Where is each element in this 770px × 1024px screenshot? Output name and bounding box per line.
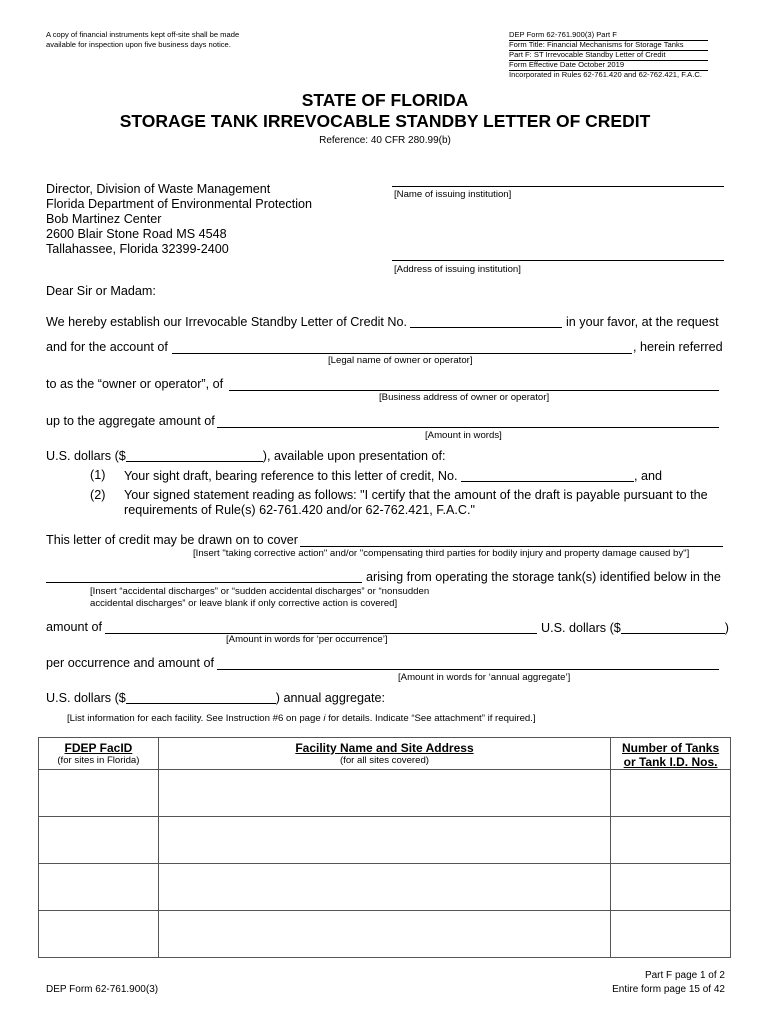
discharge-insert-hint-1: [Insert “accidental discharges” or “sudden accidental discharges” or “nonsudden <box>90 586 430 597</box>
discharge-type-field[interactable] <box>46 582 362 583</box>
form-info-line-1: DEP Form 62-761.900(3) Part F <box>509 30 708 41</box>
address-line-2: Florida Department of Environmental Protection <box>46 197 312 211</box>
annual-label: ) annual aggregate: <box>275 691 386 705</box>
tanks-cell[interactable] <box>611 911 731 958</box>
facid-cell[interactable] <box>39 864 159 911</box>
facility-subtitle: (for all sites covered) <box>339 755 429 766</box>
owner-address-field[interactable] <box>229 390 719 391</box>
item1-line <box>124 468 662 483</box>
establish-label: We hereby establish our Irrevocable Standby Letter of Credit No. <box>46 315 407 329</box>
usd-per-occurrence-line <box>541 620 729 635</box>
usd-available-line <box>46 448 446 463</box>
tanks-cell[interactable] <box>611 770 731 817</box>
usd-annual-line <box>46 690 385 705</box>
list-info-prefix: [List information for each facility. See Instruction #6 on page <box>67 713 324 724</box>
facility-cell[interactable] <box>158 770 610 817</box>
coverage-type-field[interactable] <box>300 546 723 547</box>
owner-name-hint: [Legal name of owner or operator] <box>328 355 473 366</box>
form-info-line-4: Form Effective Date October 2019 <box>509 60 708 71</box>
address-line-5: Tallahassee, Florida 32399-2400 <box>46 242 229 256</box>
footer-form-number: DEP Form 62-761.900(3) <box>46 984 159 995</box>
address-line-1: Director, Division of Waste Management <box>46 182 271 196</box>
facility-cell[interactable] <box>158 911 610 958</box>
table-row <box>39 817 731 864</box>
facid-cell[interactable] <box>39 911 159 958</box>
list-info-page: i <box>323 713 326 724</box>
aggregate-label: up to the aggregate amount of <box>46 414 215 428</box>
available-label: ), available upon presentation of: <box>262 449 446 463</box>
form-info-line-2: Form Title: Financial Mechanisms for Storage Tanks <box>509 40 708 51</box>
per-occurrence-hint: [Amount in words for ‘per occurrence’] <box>226 634 388 645</box>
item1-number: (1) <box>90 468 106 482</box>
issuer-address-field[interactable] <box>392 260 724 261</box>
amount-of-label: amount of <box>46 620 103 634</box>
annual-aggregate-amount-field[interactable] <box>126 690 276 704</box>
facility-title: Facility Name and Site Address <box>295 741 474 755</box>
herein-label: , herein referred <box>633 340 723 354</box>
header-facility <box>158 738 610 770</box>
aggregate-amount-words-field[interactable] <box>217 427 719 428</box>
notice-line-2: available for inspection upon five business days notice. <box>46 40 231 49</box>
item1-end: , and <box>633 469 662 483</box>
aggregate-amount-field[interactable] <box>126 448 263 462</box>
facility-cell[interactable] <box>158 817 610 864</box>
draft-number-field[interactable] <box>461 468 634 482</box>
usd-close-label: ) <box>724 621 729 635</box>
establish-text <box>46 314 719 329</box>
issuer-name-field[interactable] <box>392 186 724 187</box>
coverage-insert-hint: [Insert "taking corrective action" and/or "compensating third parties for bodily injury and property damage caused by"] <box>193 548 690 559</box>
item2-line-2: requirements of Rule(s) 62-761.420 and/or 62-762.421, F.A.C." <box>124 503 475 517</box>
facid-cell[interactable] <box>39 817 159 864</box>
issuer-name-label: [Name of issuing institution] <box>394 189 512 200</box>
item2-number: (2) <box>90 488 106 502</box>
arising-label: arising from operating the storage tank(s) identified below in the <box>366 570 721 584</box>
account-label: and for the account of <box>46 340 168 354</box>
letter-of-credit-number-field[interactable] <box>410 314 562 328</box>
reference-text: Reference: 40 CFR 280.99(b) <box>319 135 451 146</box>
owner-name-field[interactable] <box>172 353 632 354</box>
owner-operator-label: to as the “owner or operator”, of <box>46 377 224 391</box>
tanks-title-2: or Tank I.D. Nos. <box>623 755 718 769</box>
table-row <box>39 770 731 817</box>
address-line-4: 2600 Blair Stone Road MS 4548 <box>46 227 227 241</box>
footer-page-entire: Entire form page 15 of 42 <box>612 984 725 995</box>
favor-label: in your favor, at the request <box>565 315 719 329</box>
issuer-address-label: [Address of issuing institution] <box>394 264 521 275</box>
tanks-title-1: Number of Tanks <box>622 741 720 755</box>
header-facid <box>39 738 159 770</box>
drawn-label: This letter of credit may be drawn on to cover <box>46 533 298 547</box>
facility-table <box>38 737 731 958</box>
facility-cell[interactable] <box>158 864 610 911</box>
salutation: Dear Sir or Madam: <box>46 284 156 298</box>
annual-aggregate-words-field[interactable] <box>217 669 719 670</box>
item2-line-1: Your signed statement reading as follows: "I certify that the amount of the draft is payable pursuant to the <box>124 488 708 502</box>
footer-page-part: Part F page 1 of 2 <box>644 970 725 981</box>
form-info-line-5: Incorporated in Rules 62-761.420 and 62-762.421, F.A.C. <box>509 70 702 79</box>
annual-aggregate-hint: [Amount in words for ‘annual aggregate’] <box>398 672 571 683</box>
table-row <box>39 911 731 958</box>
amount-words-hint: [Amount in words] <box>425 430 502 441</box>
form-info-line-3: Part F: ST Irrevocable Standby Letter of Credit <box>509 50 708 61</box>
title-line-1: STATE OF FLORIDA <box>301 90 469 110</box>
per-occurrence-label: per occurrence and amount of <box>46 656 215 670</box>
tanks-cell[interactable] <box>611 817 731 864</box>
usd-prefix: U.S. dollars ($ <box>46 449 126 463</box>
header-tanks <box>611 738 731 770</box>
business-address-hint: [Business address of owner or operator] <box>379 392 550 403</box>
tanks-cell[interactable] <box>611 864 731 911</box>
facility-table-header <box>39 738 731 770</box>
title-line-2: STORAGE TANK IRREVOCABLE STANDBY LETTER OF CREDIT <box>119 111 651 131</box>
usd-annual-prefix: U.S. dollars ($ <box>46 691 126 705</box>
usd-mid-label: U.S. dollars ($ <box>541 621 621 635</box>
address-line-3: Bob Martinez Center <box>46 212 162 226</box>
facid-title: FDEP FacID <box>64 741 133 755</box>
facid-cell[interactable] <box>39 770 159 817</box>
facid-subtitle: (for sites in Florida) <box>57 755 140 766</box>
discharge-insert-hint-2: accidental discharges” or leave blank if only corrective action is covered] <box>90 598 398 609</box>
notice-line-1: A copy of financial instruments kept off-site shall be made <box>46 30 240 39</box>
list-info-instruction <box>67 713 536 724</box>
list-info-suffix: for details. Indicate “See attachment” if required.] <box>325 713 536 724</box>
table-row <box>39 864 731 911</box>
per-occurrence-amount-field[interactable] <box>621 620 725 634</box>
item1-text: Your sight draft, bearing reference to this letter of credit, No. <box>124 469 458 483</box>
